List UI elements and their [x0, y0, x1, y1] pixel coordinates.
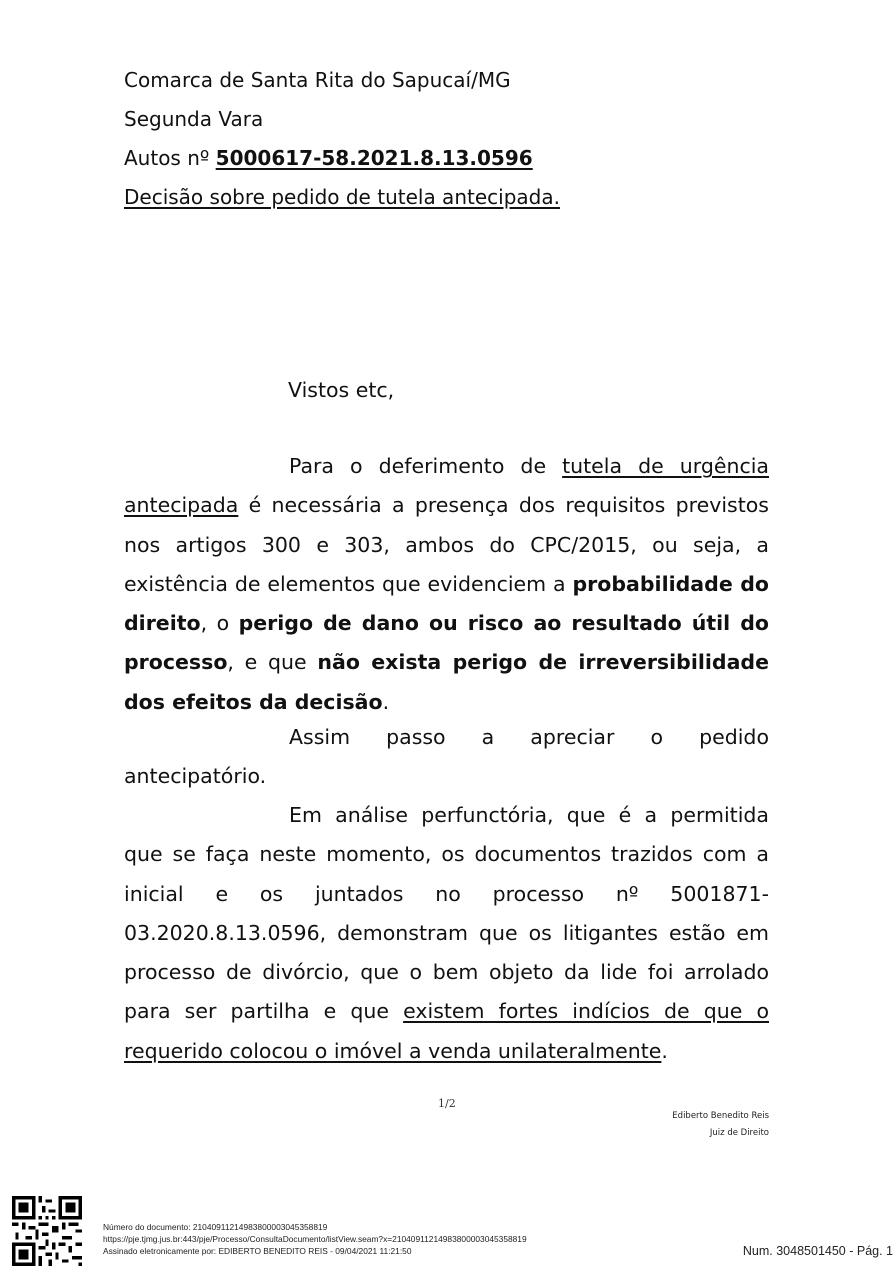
p3-underlined-indicios: existem fortes indícios de que o requerido colocou o imóvel a venda unilateralmente [124, 999, 769, 1063]
case-line [124, 146, 533, 170]
footer-url[interactable]: https://pje.tjmg.jus.br:443/pje/Processo/ConsultaDocumento/listView.seam?x=21040911214983800003045358819 [103, 1233, 527, 1244]
p1-text-3: , o [200, 611, 239, 636]
p1-text-1: Para o deferimento de [289, 454, 563, 478]
greeting: Vistos etc, [288, 378, 395, 402]
p1-text-4: , e que [227, 650, 318, 675]
p1-bold-perigo: perigo de dano ou risco ao resultado útil do processo [124, 611, 770, 675]
p1-text-2: é necessária a presença dos requisitos previstos nos artigos 300 e 303, ambos do CPC/2015, ou seja, a existência de elementos que evidenciem a [124, 493, 769, 596]
p1-underlined-tutela: tutela de urgência antecipada [124, 454, 769, 518]
decision-subject: Decisão sobre pedido de tutela antecipada. [124, 185, 560, 209]
case-number: 5000617-58.2021.8.13.0596 [215, 146, 533, 170]
paragraph-requirements [124, 447, 769, 722]
p1-text-5: . [382, 689, 390, 714]
p1-bold-probabilidade: probabilidade do direito [124, 571, 769, 636]
court-division: Segunda Vara [124, 107, 264, 131]
p3-text-2: . [661, 1038, 668, 1063]
qr-code-icon [12, 1196, 82, 1266]
page-number: 1/2 [438, 1097, 456, 1110]
p1-bold-irreversibilidade: não exista perigo de irreversibilidade dos efeitos da decisão [124, 650, 770, 714]
footer-metadata [103, 1222, 527, 1257]
paragraph-assim: Assim passo a apreciar o pedido antecipatório. [124, 725, 769, 789]
signer-block [672, 1108, 769, 1142]
footer-doc-number: Número do documento: 21040911214983800003045358819 [103, 1222, 328, 1232]
footer-page-reference: Num. 3048501450 - Pág. 1 [742, 1244, 893, 1258]
court-name: Comarca de Santa Rita do Sapucaí/MG [124, 68, 511, 92]
footer-signed-by: Assinado eletronicamente por: EDIBERTO BENEDITO REIS - 09/04/2021 11:21:50 [103, 1245, 412, 1256]
paragraph-analise [124, 796, 769, 1071]
signer-role: Juiz de Direito [709, 1128, 769, 1138]
case-prefix: Autos nº [124, 146, 216, 170]
signer-name: Ediberto Benedito Reis [672, 1111, 769, 1121]
p3-text-1: Em análise perfunctória, que é a permitida que se faça neste momento, os documentos trazidos com a inicial e os juntados no processo nº 5001871-03.2020.8.13.0596, demonstram que os litigantes estão em processo de divórcio, que o bem objeto da lide foi arrolado para ser partilha e que [124, 803, 769, 1024]
